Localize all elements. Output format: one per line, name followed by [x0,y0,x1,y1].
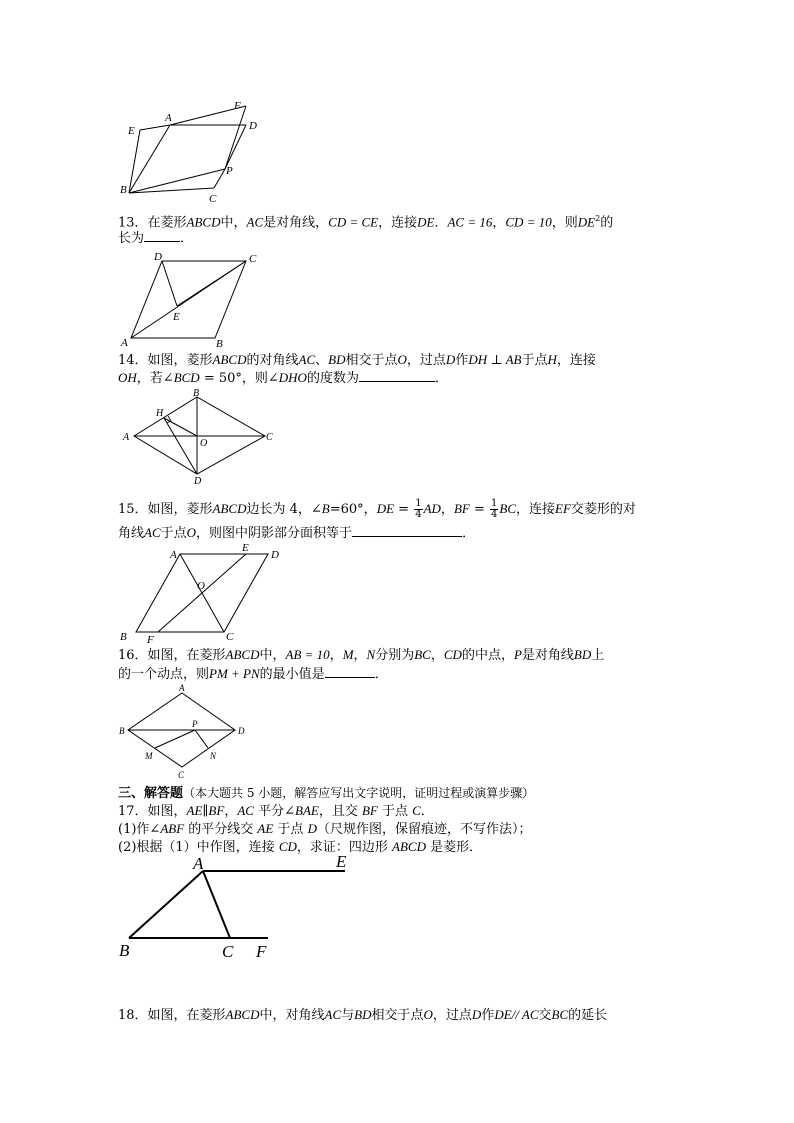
q17-text: （尺规作图，保留痕迹，不写作法）； [316,822,532,837]
fig13-label-b: B [216,338,223,350]
q17-var: AE [257,821,274,836]
q17-text: 于点 [273,822,308,837]
q17-var: AE∥BF [186,803,225,818]
fig14-label-o: O [200,438,208,449]
q17-var: C [412,803,421,818]
fig14-label-h: H [156,408,164,419]
fig12-label-c: C [209,193,217,205]
q14-text: 的对角线 [246,353,299,368]
q16-var: AB = 10 [285,647,330,662]
fig15-label-b: B [120,631,127,643]
q18-var: ABCD [225,1007,260,1022]
q18-text: 相交于点 [371,1008,424,1023]
q14-text: 于点 [521,353,548,368]
q18-line1 [118,1006,607,1025]
q13-superscript: 2 [595,214,601,223]
fig14-label-c: C [266,432,273,443]
q15-denominator: 4 [415,509,422,520]
q18-text: ，过点 [432,1008,472,1023]
q18-var: D [471,1007,482,1022]
q15-var: B [321,501,330,516]
q14-text: ，过点 [406,353,446,368]
figure-q12-svg [118,96,278,206]
q17-text: 17．如图， [118,804,187,819]
q13-text: 13．在菱形 [118,215,187,231]
q15-numerator: 1 [415,498,422,509]
q13-var: DE [577,214,596,230]
q18-var: BD [354,1007,372,1022]
q15-text: ， [440,502,454,517]
q15-var: DE [376,501,395,516]
q17-text: (1)作∠ [118,822,161,837]
q16-text: 是对角线 [521,648,574,663]
q14-answer-blank[interactable] [359,369,435,382]
q16-text: 中， [259,648,286,663]
fig16-label-a: A [179,683,185,693]
q18-text: 的延长 [568,1008,608,1023]
fig17-label-a: A [193,854,204,873]
q15-text: ． [462,526,476,541]
q17-text: 是菱形． [425,840,483,855]
fig15-label-a: A [170,549,177,561]
q18-text: 中，对角线 [259,1008,325,1023]
q13-text: 中， [220,215,247,231]
q16-var: ABCD [225,647,260,662]
q17-line2 [118,820,531,839]
q17-var: D [307,821,317,836]
figure-q12 [118,96,278,206]
figure-q17 [110,852,360,964]
q14-var: O [397,352,407,367]
fig12-label-d: D [249,120,257,132]
fig13-label-d: D [154,251,162,263]
q17-var: CD [278,839,297,854]
figure-q14-svg [118,388,278,486]
q16-var: PM + PN [209,666,260,681]
fig12-label-e: E [128,125,135,137]
section-title: 三、解答题 [118,786,184,801]
q15-answer-blank[interactable] [352,524,462,537]
q13-text: ，连接 [378,215,418,231]
q17-var: ABF [160,821,185,836]
q13-text: ． [434,215,448,231]
q18-text: 18．如图，在菱形 [118,1008,226,1023]
q16-text: ， [353,648,367,663]
q15-line2 [118,524,475,543]
q15-text: ，连接 [516,502,556,517]
q16-text: 上 [591,648,605,663]
fig12-label-b: B [120,184,127,196]
q17-text: ． [420,804,434,819]
q15-numerator: 1 [491,498,498,509]
fig16-label-b: B [119,726,125,736]
q17-text: ，求证：四边形 [296,840,393,855]
q17-text: 的平分线交 [184,822,258,837]
q18-text: 作 [481,1008,495,1023]
q15-text: ，则图中阴影部分面积等于 [196,526,353,541]
fig14-label-b: B [193,388,200,399]
fig15-label-d: D [271,549,279,561]
q16-text: 16．如图，在菱形 [118,648,226,663]
q18-var: DE// AC [494,1007,539,1022]
q13-line2 [118,229,193,248]
q16-text: 分别为 [375,648,415,663]
figure-q13-svg [118,248,268,348]
q18-text: 与 [341,1008,355,1023]
fig17-label-f: F [256,942,267,961]
section-heading [118,784,534,803]
q15-var: EF [555,501,571,516]
q16-text: ． [374,667,388,682]
fig17-label-e: E [336,852,347,871]
q15-denominator: 4 [491,509,498,520]
q17-text: 平分∠ [253,804,295,819]
q14-var: BD [328,352,346,367]
figure-q15-svg [118,544,288,644]
q15-text: 角线 [118,526,145,541]
q15-text: 于点 [160,526,187,541]
fig15-label-e: E [242,542,249,554]
q17-var: BF [361,803,378,818]
q16-var: M [342,647,354,662]
q16-line1 [118,646,604,665]
figure-q16-svg [118,683,258,783]
q13-var: CD = CE [328,214,379,230]
q16-text: 的一个动点，则 [118,667,210,682]
q13-var: DE [417,214,435,230]
fig16-label-m: M [145,751,153,761]
q15-var: ABCD [212,501,247,516]
fig12-label-f: F [234,100,241,112]
q18-text: 交 [538,1008,552,1023]
fig12-label-a: A [165,112,172,124]
figure-q16 [118,683,258,783]
q14-text: 14．如图，菱形 [118,353,213,368]
q17-text: ， [224,804,238,819]
q16-text: 的中点， [461,648,514,663]
q13-answer-blank[interactable] [144,229,180,242]
q14-var: ABCD [212,352,247,367]
q17-var: BAE [295,803,319,818]
q18-var: BC [551,1007,569,1022]
q16-var: N [366,647,376,662]
q14-text: 相交于点 [345,353,398,368]
figure-q17-svg [110,852,360,964]
q13-var: CD = 10 [505,214,552,230]
fig16-label-c: C [178,770,185,780]
fig15-label-o: O [197,580,205,592]
figure-q14 [118,388,278,486]
q14-text: ，若∠ [136,371,174,386]
fig15-label-f: F [147,634,154,646]
q16-text: ， [329,648,343,663]
q15-line1 [118,498,636,521]
q14-text: ，连接 [556,353,596,368]
q13-text: ，则 [551,215,578,231]
q18-var: AC [324,1007,342,1022]
fig13-label-c: C [249,253,257,265]
q14-var: BCD [173,370,200,385]
q14-text: 的度数为 [306,371,359,386]
q15-var: BC [499,501,516,516]
q17-text: 于点 [377,804,413,819]
fig17-label-c: C [222,942,234,961]
q13-text: ， [492,215,506,231]
q14-line2 [118,369,448,388]
q16-text: ， [430,648,444,663]
q14-text: ． [434,371,448,386]
q14-var: OH [118,370,137,385]
fig15-label-c: C [226,631,234,643]
q14-var: D [445,352,456,367]
q16-var: BD [573,647,592,662]
fig13-label-e: E [173,311,180,323]
q16-var: P [513,647,522,662]
q15-text: 边长为 4，∠ [246,502,322,517]
fig12-label-p: P [226,165,233,177]
q13-text: 是对角线， [263,215,329,231]
q16-line2 [118,665,388,684]
figure-q15 [118,544,288,644]
q15-var: AC [144,525,161,540]
q14-var: DH ⊥ AB [468,352,522,367]
q15-text: = [469,502,489,517]
q14-line1 [118,351,596,370]
q14-var: AC [298,352,316,367]
fig14-label-a: A [123,432,130,443]
q17-text: (2)根据（1）中作图，连接 [118,840,279,855]
q15-text: 交菱形的对 [570,502,636,517]
fig17-label-b: B [119,941,130,960]
q13-var: AC = 16 [447,214,493,230]
section-note: （本大题共 5 小题，解答应写出文字说明，证明过程或演算步骤） [183,786,535,800]
q16-var: BC [414,647,431,662]
q13-text: 的 [600,215,614,231]
q15-var: AD [423,501,441,516]
q13-text: ． [180,231,194,246]
q16-var: CD [443,647,462,662]
q17-var: AC [237,803,254,818]
q15-text: = [394,502,414,517]
q15-var: BF [453,501,470,516]
q17-var: ABCD [392,839,426,854]
q14-var: H [547,352,557,367]
q13-var: AC [246,214,264,230]
q16-answer-blank[interactable] [325,665,375,678]
fig16-label-p: P [192,719,198,729]
q16-text: 的最小值是 [259,667,325,682]
q17-text: ，且交 [318,804,362,819]
q13-var: ABCD [186,214,221,230]
fig16-label-d: D [238,726,245,736]
q15-fraction-1 [414,499,422,520]
fig13-label-a: A [121,337,128,349]
q15-text: 15．如图，菱形 [118,502,213,517]
q18-var: O [423,1007,433,1022]
q15-fraction-2 [490,499,498,520]
q15-text: =60°， [329,502,377,517]
q13-text: 长为 [118,231,145,246]
figure-q13 [118,248,268,348]
fig14-label-d: D [194,476,202,487]
q14-text: = 50°，则∠ [199,371,279,386]
q14-text: 作 [455,353,469,368]
fig16-label-n: N [210,751,217,761]
q14-text: 、 [315,353,329,368]
q15-var: O [186,525,197,540]
q17-line1 [118,802,434,821]
q14-var: DHO [278,370,307,385]
